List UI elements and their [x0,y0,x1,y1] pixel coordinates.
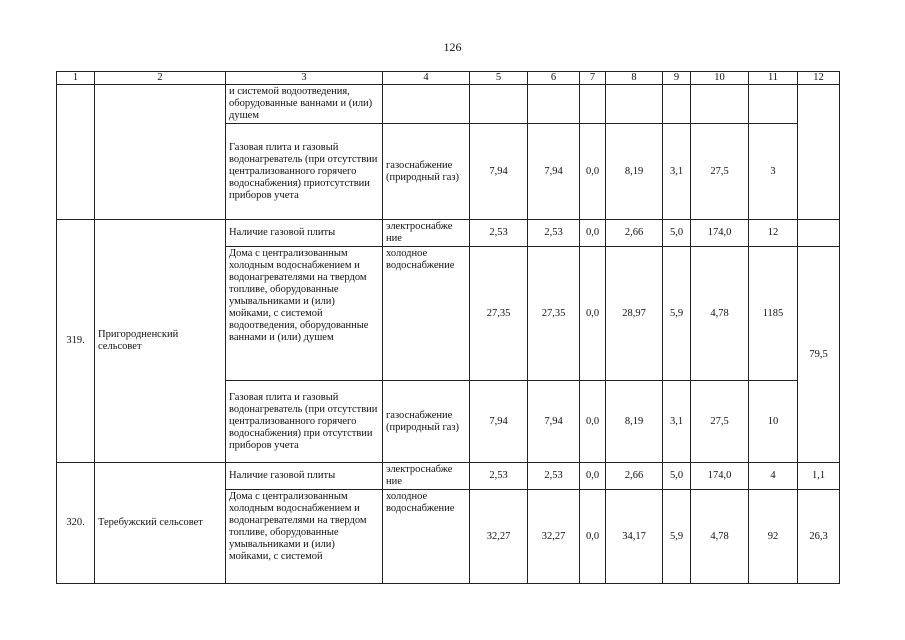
col-header: 12 [798,72,840,85]
cell-value: 27,35 [470,247,528,381]
col-header: 8 [606,72,663,85]
cell-value: 5,0 [663,220,691,247]
settlement-name: Пригородненский сельсовет [95,220,226,463]
row-number: 320. [57,463,95,584]
cell-value: 26,3 [798,490,840,584]
cell-value: 4,78 [691,490,749,584]
cell-value: 32,27 [470,490,528,584]
cell-empty [798,220,840,247]
cell-value: 7,94 [528,381,580,463]
cell-value: 2,53 [470,463,528,490]
cell-value: 174,0 [691,463,749,490]
cell-empty [470,85,528,124]
cell-empty [749,85,798,124]
cell-resource: газоснабжение (природный газ) [383,381,470,463]
cell-value: 0,0 [580,124,606,220]
cell-value: 0,0 [580,381,606,463]
table-row [57,85,840,124]
cell-service-desc: Наличие газовой плиты [226,220,383,247]
cell-value: 2,66 [606,463,663,490]
cell-value: 2,66 [606,220,663,247]
cell-value: 7,94 [470,381,528,463]
cell-value: 4 [749,463,798,490]
cell-resource: электроснабже ние [383,463,470,490]
cell-value: 34,17 [606,490,663,584]
cell-value: 3,1 [663,381,691,463]
cell-value: 5,9 [663,490,691,584]
cell-empty [606,85,663,124]
cell-service-desc: Газовая плита и газовый водонагреватель (при отсутствии централизованного горячего водоснабжения) приотсутствии приборов учета [226,124,383,220]
cell-value: 10 [749,381,798,463]
cell-service-desc: Дома с централизованным холодным водоснабжением и водонагревателями на твердом топливе, оборудованные умывальниками и (или) мойками, с системой [226,490,383,584]
col-header: 7 [580,72,606,85]
cell-value: 28,97 [606,247,663,381]
cell-value: 92 [749,490,798,584]
cell-resource: газоснабжение (природный газ) [383,124,470,220]
cell-resource: холодное водоснабжение [383,490,470,584]
tariff-table [56,71,840,584]
cell-value: 27,5 [691,124,749,220]
col-header: 10 [691,72,749,85]
cell-value: 79,5 [798,247,840,463]
cell-value: 5,9 [663,247,691,381]
cell-value: 8,19 [606,381,663,463]
cell-resource: электроснабже ние [383,220,470,247]
cell-service-desc: Наличие газовой плиты [226,463,383,490]
cell-empty [528,85,580,124]
table-row [57,463,840,490]
cell-value: 3 [749,124,798,220]
cell-service-desc: Дома с централизованным холодным водоснабжением и водонагревателями на твердом топливе, оборудованные умывальниками и (или) мойками, с системой водоотведения, оборудованные ваннами и (или) душем [226,247,383,381]
cell-value: 174,0 [691,220,749,247]
cell-value: 0,0 [580,247,606,381]
cell-value: 4,78 [691,247,749,381]
cell-resource: холодное водоснабжение [383,247,470,381]
cell-value: 0,0 [580,220,606,247]
cell-value: 7,94 [470,124,528,220]
cell-value: 1,1 [798,463,840,490]
cell-value: 32,27 [528,490,580,584]
cell-service-desc: и системой водоотведения, оборудованные ваннами и (или) душем [226,85,383,124]
col-header: 9 [663,72,691,85]
col-header: 4 [383,72,470,85]
cell-value: 27,5 [691,381,749,463]
cell-value: 3,1 [663,124,691,220]
cell-value: 2,53 [470,220,528,247]
row-number: 319. [57,220,95,463]
cell-empty [580,85,606,124]
col-header: 1 [57,72,95,85]
col-header: 5 [470,72,528,85]
cell-value: 2,53 [528,220,580,247]
cell-service-desc: Газовая плита и газовый водонагреватель (при отсутствии централизованного горячего водоснабжения) при отсутствии приборов учета [226,381,383,463]
col-header: 2 [95,72,226,85]
page-number: 126 [443,40,462,54]
cell-value: 2,53 [528,463,580,490]
cell-empty [691,85,749,124]
cell-value: 27,35 [528,247,580,381]
cell-empty [95,85,226,220]
settlement-name: Теребужский сельсовет [95,463,226,584]
cell-value: 5,0 [663,463,691,490]
cell-empty [663,85,691,124]
col-header: 6 [528,72,580,85]
cell-empty [57,85,95,220]
cell-value: 0,0 [580,463,606,490]
cell-value: 7,94 [528,124,580,220]
cell-empty [798,85,840,220]
table-row [57,220,840,247]
col-header: 11 [749,72,798,85]
header-row [57,72,840,85]
cell-value: 8,19 [606,124,663,220]
cell-value: 0,0 [580,490,606,584]
cell-value: 1185 [749,247,798,381]
cell-empty [383,85,470,124]
cell-value: 12 [749,220,798,247]
col-header: 3 [226,72,383,85]
